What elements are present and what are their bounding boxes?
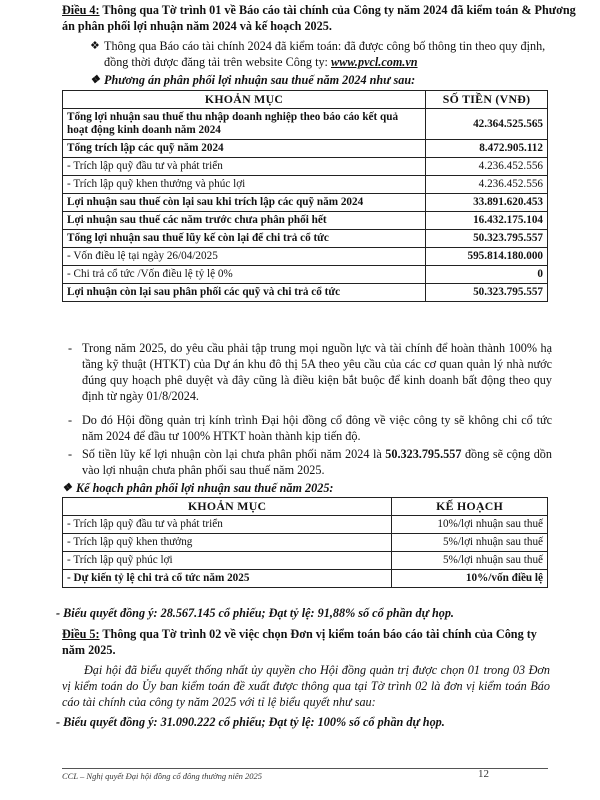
row-value: 50.323.795.557 bbox=[426, 284, 548, 302]
table-row bbox=[63, 248, 548, 266]
header-plan: KẾ HOẠCH bbox=[392, 498, 548, 516]
row-item: - Trích lập quỹ khen thưởng và phúc lợi bbox=[63, 176, 426, 194]
row-item: Tổng trích lập các quỹ năm 2024 bbox=[63, 140, 426, 158]
table-row bbox=[63, 552, 548, 570]
row-value: 595.814.180.000 bbox=[426, 248, 548, 266]
article-4-heading bbox=[62, 2, 582, 34]
diamond-bullet-icon: ❖ bbox=[90, 40, 100, 52]
vote-result-article-4: - Biểu quyết đồng ý: 28.567.145 cổ phiếu; Đạt tỷ lệ: 91,88% số cổ phần dự họp. bbox=[56, 606, 454, 620]
paragraph-accumulated-profit-a: Số tiền lũy kế lợi nhuận còn lại chưa phân phối năm 2024 là bbox=[82, 447, 386, 461]
table-row bbox=[63, 284, 548, 302]
table-row bbox=[63, 516, 548, 534]
article-5-body: Đại hội đã biểu quyết thống nhất ủy quyền cho Hội đồng quản trị được chọn 01 trong 03 Đơn vị kiểm toán do Ủy ban kiểm toán đề xuất được thông qua tại Tờ trình 02 là đơn vị kiểm toán Báo cáo tài chính của công ty năm 2025 với tỉ lệ biểu quyết như sau: bbox=[62, 663, 550, 709]
row-value: 10%/vốn điều lệ bbox=[392, 570, 548, 588]
vote-result-article-5: - Biểu quyết đồng ý: 31.090.222 cổ phiếu; Đạt tỷ lệ: 100% số cổ phần dự họp. bbox=[56, 715, 445, 729]
diamond-bullet-icon: ❖ bbox=[90, 74, 100, 86]
table-row bbox=[63, 212, 548, 230]
table-row bbox=[63, 158, 548, 176]
row-item: - Trích lập quỹ đầu tư và phát triển bbox=[63, 516, 392, 534]
row-item: - Vốn điều lệ tại ngày 26/04/2025 bbox=[63, 248, 426, 266]
bullet-profit-plan-text: Phương án phân phối lợi nhuận sau thuế năm 2024 như sau: bbox=[104, 73, 416, 87]
table-row bbox=[63, 570, 548, 588]
article-5-title: Thông qua Tờ trình 02 về việc chọn Đơn vị kiểm toán báo cáo tài chính của Công ty năm 2025. bbox=[62, 627, 537, 657]
diamond-bullet-icon: ❖ bbox=[62, 482, 72, 494]
plan-2025-heading bbox=[62, 480, 546, 496]
footer-title: CCL – Nghị quyết Đại hội đồng cổ đông thường niên 2025 bbox=[62, 771, 263, 781]
row-value: 16.432.175.104 bbox=[426, 212, 548, 230]
row-value: 4.236.452.556 bbox=[426, 176, 548, 194]
article-4-label: Điều 4: bbox=[62, 3, 100, 17]
row-item: - Trích lập quỹ phúc lợi bbox=[63, 552, 392, 570]
row-value: 4.236.452.556 bbox=[426, 158, 548, 176]
header-amount: SỐ TIỀN (VNĐ) bbox=[426, 91, 548, 109]
table-row bbox=[63, 109, 548, 140]
paragraph-accumulated-profit-c: đồng sẽ cộng dồn vào lợi nhuận chưa phân phối sau thuế năm 2025. bbox=[82, 447, 552, 477]
row-item: - Trích lập quỹ khen thưởng bbox=[63, 534, 392, 552]
row-item: Tổng lợi nhuận sau thuế thu nhập doanh nghiệp theo báo cáo kết quả hoạt động kinh doanh năm 2024 bbox=[63, 109, 426, 140]
table-header-row bbox=[63, 91, 548, 109]
row-value: 0 bbox=[426, 266, 548, 284]
row-item: - Chi trả cổ tức /Vốn điều lệ tỷ lệ 0% bbox=[63, 266, 426, 284]
row-value: 8.472.905.112 bbox=[426, 140, 548, 158]
table-row bbox=[63, 176, 548, 194]
bullet-profit-plan bbox=[90, 72, 564, 88]
row-value: 42.364.525.565 bbox=[426, 109, 548, 140]
paragraph-accumulated-profit: - Số tiền lũy kế lợi nhuận còn lại chưa phân phối năm 2024 là 50.323.795.557 đồng sẽ cộng dồn vào lợi nhuận chưa phân phối sau thuế năm 2025. bbox=[68, 447, 552, 477]
paragraph-2025-requirement: - Trong năm 2025, do yêu cầu phải tập trung mọi nguồn lực và tài chính để hoàn thành 100% hạ tầng kỹ thuật (HTKT) của Dự án khu đô thị 5A theo yêu cầu của các cơ quan quản lý nhà nước đúng quy hoạch phê duyệt và đây cũng là điều kiện bắt buộc để kinh doanh bất động theo quy định từ ngày 01/8/2024. bbox=[68, 341, 552, 403]
row-item: - Trích lập quỹ đầu tư và phát triển bbox=[63, 158, 426, 176]
article-5-label: Điều 5: bbox=[62, 627, 100, 641]
article-4-title: Thông qua Tờ trình 01 về Báo cáo tài chính của Công ty năm 2024 đã kiểm toán & Phương án phân phối lợi nhuận năm 2024 và kế hoạch 2025. bbox=[62, 3, 576, 33]
header-item: KHOẢN MỤC bbox=[63, 498, 392, 516]
paragraph-2025-requirement-text: Trong năm 2025, do yêu cầu phải tập trung mọi nguồn lực và tài chính để hoàn thành 100% hạ tầng kỹ thuật (HTKT) của Dự án khu đô thị 5A theo yêu cầu của các cơ quan quản lý nhà nước đúng quy hoạch phê duyệt và đây cũng là điều kiện bắt buộc để kinh doanh bất động theo quy định từ ngày 01/8/2024. bbox=[82, 341, 552, 403]
profit-distribution-table bbox=[62, 90, 548, 302]
website-link[interactable]: www.pvcl.com.vn bbox=[331, 55, 418, 69]
row-item: Tổng lợi nhuận sau thuế lũy kế còn lại để chi trả cổ tức bbox=[63, 230, 426, 248]
table-header-row bbox=[63, 498, 548, 516]
paragraph-no-dividend: - Do đó Hội đồng quản trị kính trình Đại hội đồng cổ đông về việc công ty sẽ không chi cổ tức năm 2024 để đầu tư 100% HTKT hoàn thành kịp tiến độ. bbox=[68, 413, 552, 443]
row-value: 10%/lợi nhuận sau thuế bbox=[392, 516, 548, 534]
article-5-heading bbox=[62, 626, 552, 658]
footer-divider bbox=[62, 768, 548, 769]
row-item: - Dự kiến tỷ lệ chi trả cổ tức năm 2025 bbox=[63, 570, 392, 588]
row-item: Lợi nhuận sau thuế còn lại sau khi trích lập các quỹ năm 2024 bbox=[63, 194, 426, 212]
row-value: 5%/lợi nhuận sau thuế bbox=[392, 552, 548, 570]
table-row bbox=[63, 140, 548, 158]
table-row bbox=[63, 230, 548, 248]
plan-2025-table bbox=[62, 497, 548, 588]
bullet-financial-report-text: Thông qua Báo cáo tài chính 2024 đã kiểm toán: đã được công bố thông tin theo quy định, đồng thời được đăng tải trên website Công ty: bbox=[104, 39, 546, 69]
paragraph-no-dividend-text: Do đó Hội đồng quản trị kính trình Đại hội đồng cổ đông về việc công ty sẽ không chi cổ tức năm 2024 để đầu tư 100% HTKT hoàn thành kịp tiến độ. bbox=[82, 413, 552, 443]
plan-2025-title: Kế hoạch phân phối lợi nhuận sau thuế năm 2025: bbox=[76, 481, 334, 495]
row-item: Lợi nhuận còn lại sau phân phối các quỹ và chi trả cổ tức bbox=[63, 284, 426, 302]
row-value: 33.891.620.453 bbox=[426, 194, 548, 212]
row-value: 5%/lợi nhuận sau thuế bbox=[392, 534, 548, 552]
table-row bbox=[63, 534, 548, 552]
bullet-financial-report bbox=[90, 38, 564, 70]
header-item: KHOẢN MỤC bbox=[63, 91, 426, 109]
table-row bbox=[63, 266, 548, 284]
accumulated-profit-amount: 50.323.795.557 bbox=[385, 447, 462, 461]
row-value: 50.323.795.557 bbox=[426, 230, 548, 248]
row-item: Lợi nhuận sau thuế các năm trước chưa phân phối hết bbox=[63, 212, 426, 230]
table-row bbox=[63, 194, 548, 212]
page-number: 12 bbox=[478, 768, 489, 780]
